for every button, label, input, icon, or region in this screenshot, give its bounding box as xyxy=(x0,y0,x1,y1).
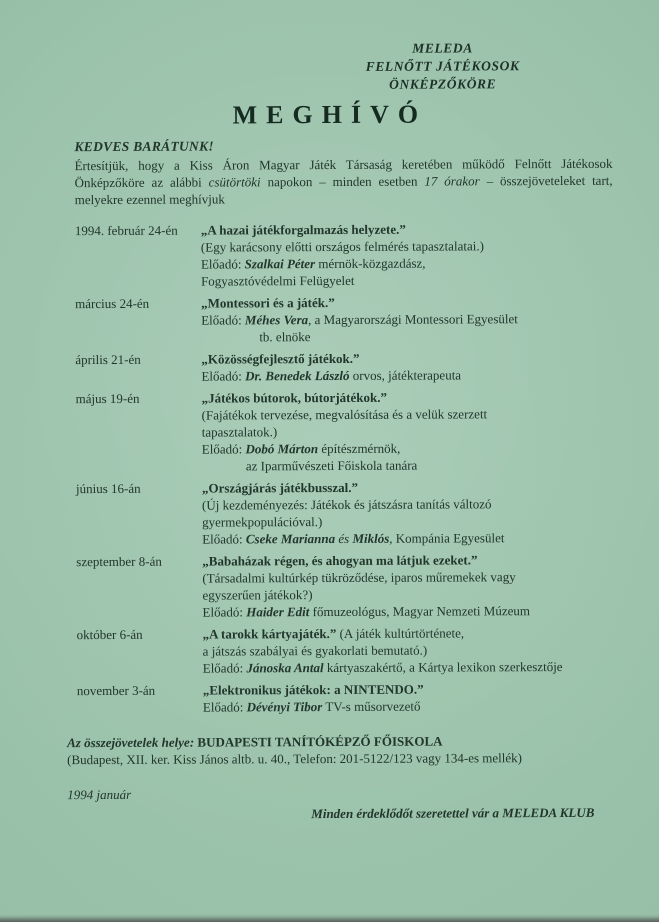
speaker-label: Előadó: xyxy=(202,660,244,676)
intro-emphasis-time: 17 órakor xyxy=(424,173,480,189)
event-title: „A hazai játékforgalmazás helyzete.” xyxy=(200,221,406,238)
event-date: március 24-én xyxy=(75,295,150,312)
speaker-label: Előadó: xyxy=(201,312,242,328)
event-content xyxy=(203,624,608,677)
speaker-label: Előadó: xyxy=(202,604,243,620)
org-subtitle-line2: ÖNKÉPZŐKÖRE xyxy=(389,76,497,92)
event-content xyxy=(202,551,607,621)
event-title: „Játékos bútorok, bútorjátékok.” xyxy=(201,389,387,406)
speaker-role: orvos, játékterapeuta xyxy=(349,367,462,383)
speaker-conjunction: és xyxy=(335,530,353,547)
event-title: „Babaházak régen, és ahogyan ma látjuk ezeket.” xyxy=(202,552,478,569)
speaker-continuation: Fogyasztóvédelmi Felügyelet xyxy=(201,272,355,289)
speaker-line xyxy=(203,658,608,677)
event-date: november 3-án xyxy=(76,682,156,699)
speaker-continuation: tb. elnöke xyxy=(259,329,311,345)
speaker-line xyxy=(201,254,606,273)
speaker-line xyxy=(203,697,608,716)
venue-label: Az összejövetelek helye: xyxy=(67,734,195,751)
scan-bottom-edge xyxy=(0,913,659,922)
speaker-name: Cseke Marianna xyxy=(242,531,336,547)
speaker-continuation: az Iparművészeti Főiskola tanára xyxy=(245,457,418,474)
event-description: gyermekpopulációval.) xyxy=(202,514,323,530)
event-title-suffix: (A játék kultúrtörténete, xyxy=(336,625,465,641)
event-content xyxy=(202,478,607,548)
event-row-september xyxy=(76,551,607,621)
event-date: május 19-én xyxy=(75,390,140,407)
speaker-line xyxy=(202,602,607,621)
event-date: június 16-án xyxy=(75,480,141,497)
speaker-label: Előadó: xyxy=(200,256,242,272)
event-row-june xyxy=(76,478,607,548)
intro-text: Értesítjük, hogy a Kiss Áron Magyar Játék Társaság keretében működő Felnőtt Játékosok Önképzőköre az alábbi xyxy=(74,155,613,191)
speaker-label: Előadó: xyxy=(201,441,243,457)
speaker-role: , a Magyarországi Montessori Egyesület xyxy=(308,311,518,328)
salutation: KEDVES BARÁTUNK! xyxy=(74,138,214,155)
speaker-name: Dobó Márton xyxy=(242,441,319,457)
event-date: szeptember 8-án xyxy=(76,553,162,570)
speaker-role: kártyaszakértő, a Kártya lexikon szerkesztője xyxy=(323,659,563,676)
org-subtitle-line1: FELNŐTT JÁTÉKOSOK xyxy=(365,58,520,74)
event-date: április 21-én xyxy=(75,351,141,368)
speaker-name: Dr. Benedek László xyxy=(241,367,350,384)
speaker-role: építészmérnök, xyxy=(318,440,401,457)
organization-block xyxy=(330,39,555,94)
event-content xyxy=(201,293,606,346)
speaker-role: TV-s műsorvezető xyxy=(322,698,421,715)
issue-date: 1994 január xyxy=(67,786,132,803)
speaker-role: főmuzeológus, Magyar Nemzeti Múzeum xyxy=(309,603,530,620)
speaker-line xyxy=(202,529,607,548)
event-description: tapasztalatok.) xyxy=(201,424,278,440)
event-description: egyszerűen játékok?) xyxy=(202,587,313,603)
closing-line: Minden érdeklődőt szeretettel vár a MELEDA KLUB xyxy=(311,804,595,822)
speaker-name: Jánoska Antal xyxy=(243,660,324,676)
event-title: „Montessori és a játék.” xyxy=(201,295,335,311)
speaker-name: Haider Edit xyxy=(242,604,310,620)
event-row-april xyxy=(75,349,606,385)
event-title: „Országjárás játékbusszal.” xyxy=(201,479,358,496)
speaker-name: Szalkai Péter xyxy=(241,256,316,272)
event-description: (Fajátékok tervezése, megvalósítása és a velük szerzett xyxy=(201,406,488,423)
speaker-role: , Kompánia Egyesület xyxy=(389,530,505,546)
event-row-february xyxy=(75,220,606,290)
event-row-november xyxy=(77,680,608,716)
event-date: 1994. február 24-én xyxy=(74,222,178,239)
venue-name: BUDAPESTI TANÍTÓKÉPZŐ FŐISKOLA xyxy=(194,733,443,750)
speaker-label: Előadó: xyxy=(201,368,242,384)
event-content xyxy=(201,349,606,385)
event-description: (Társadalmi kultúrkép tükröződése, iparos műremekek vagy xyxy=(202,569,516,586)
speaker-name-second: Miklós xyxy=(352,530,390,546)
invitation-title: MEGHÍVÓ xyxy=(232,99,428,130)
event-content xyxy=(201,220,606,290)
event-row-march xyxy=(75,293,606,346)
speaker-line xyxy=(202,439,607,458)
footer-section xyxy=(67,732,608,823)
event-title: „Közösségfejlesztő játékok.” xyxy=(201,350,360,367)
intro-paragraph xyxy=(75,155,613,208)
speaker-line xyxy=(201,366,606,385)
speaker-label: Előadó: xyxy=(202,531,243,547)
event-schedule xyxy=(75,220,608,716)
speaker-line xyxy=(201,310,606,329)
speaker-role: mérnök-közgazdász, xyxy=(315,255,426,272)
speaker-name: Dévényi Tibor xyxy=(243,699,323,715)
event-date: október 6-án xyxy=(76,626,143,643)
event-row-may xyxy=(76,388,607,475)
event-title: „A tarokk kártyajáték.” xyxy=(202,625,337,642)
address-line: (Budapest, XII. ker. Kiss János altb. u. 40., Telefon: 201-5122/123 vagy 134-es mellék) xyxy=(67,750,523,768)
event-title: „Elektronikus játékok: a NINTENDO.” xyxy=(202,681,424,698)
intro-section xyxy=(74,136,613,208)
event-content xyxy=(203,680,608,716)
event-description: (Új kezdeményezés: Játékok és játszásra tanítás változó xyxy=(201,496,492,513)
intro-emphasis-day: csütörtöki xyxy=(208,174,261,190)
org-name: MELEDA xyxy=(412,40,473,56)
event-description: (Egy karácsony előtti országos felmérés tapasztalatai.) xyxy=(200,238,484,255)
speaker-name: Méhes Vera xyxy=(241,312,309,328)
event-description: a játszás szabályai és gyakorlati bemutató.) xyxy=(202,642,428,659)
event-content xyxy=(202,388,607,475)
event-row-october xyxy=(77,624,608,677)
event-title-line xyxy=(203,624,608,643)
intro-text: – összejöveteleket tart, melyekre ezennel meghívjuk xyxy=(74,172,613,208)
intro-text: napokon – minden esetben xyxy=(260,173,425,190)
speaker-label: Előadó: xyxy=(202,699,244,715)
